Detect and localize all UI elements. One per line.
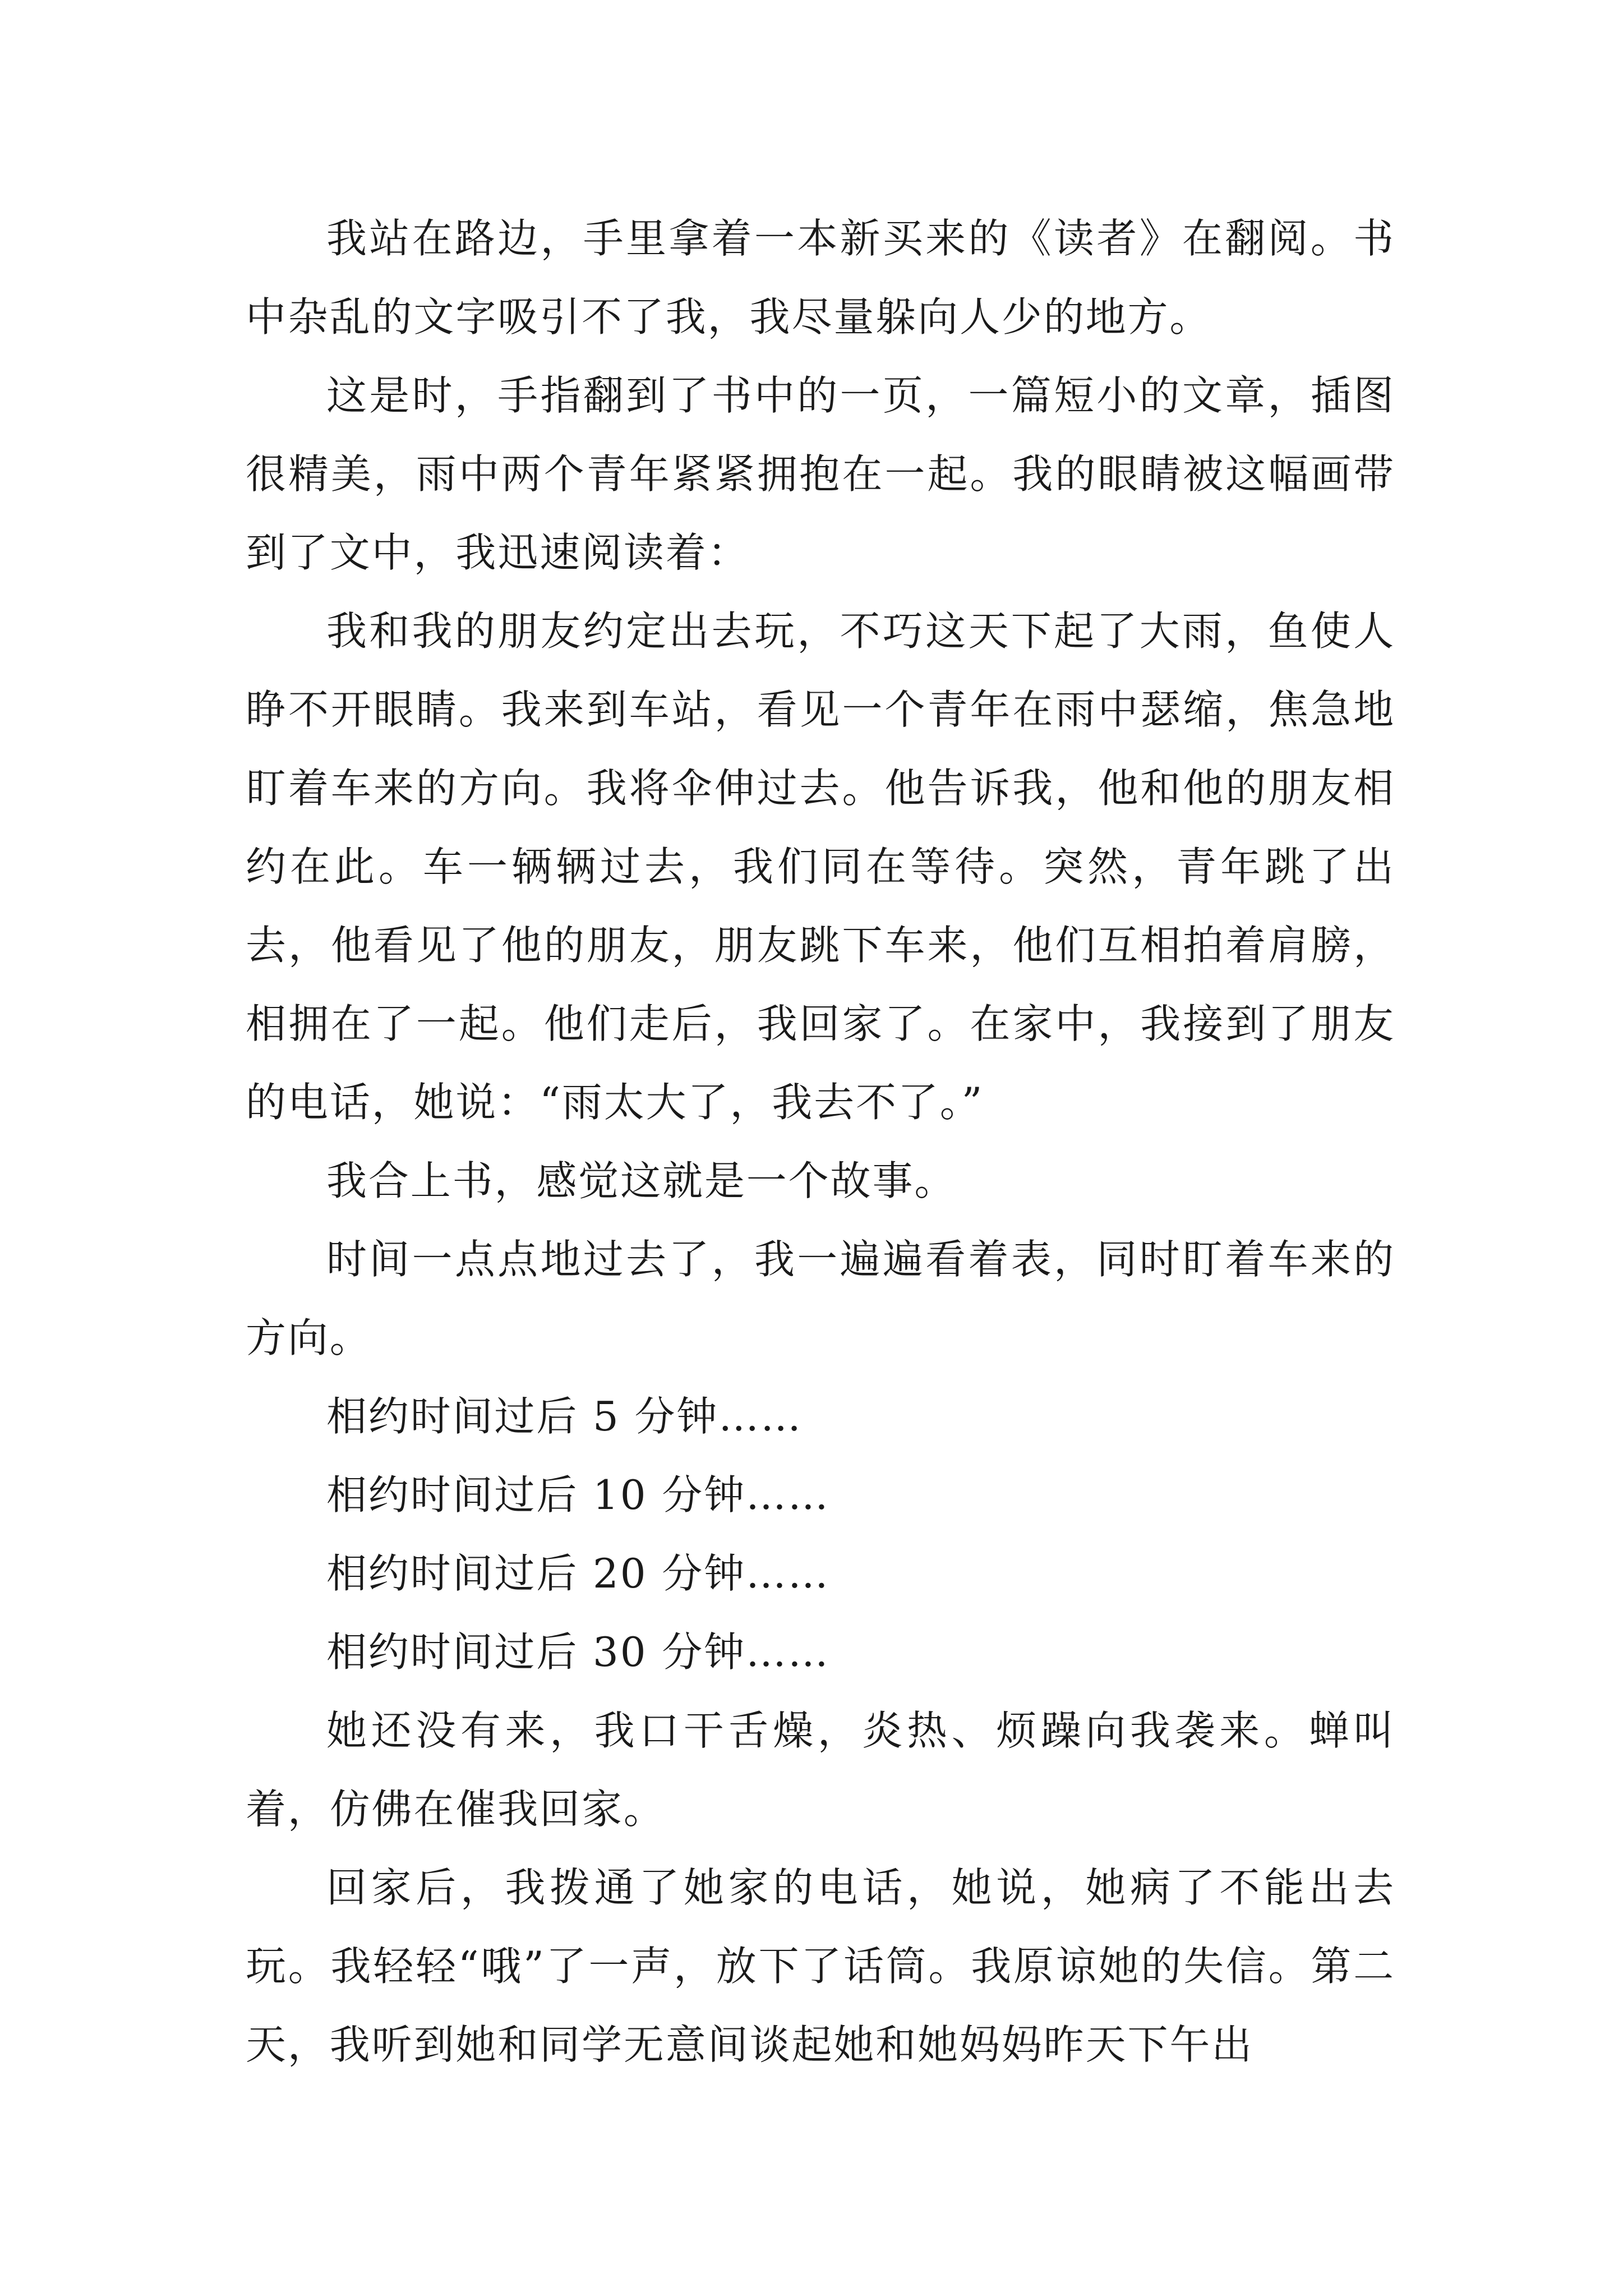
paragraph: 我合上书，感觉这就是一个故事。 bbox=[326, 1157, 957, 1204]
paragraph: 回家后，我拨通了她家的电话，她说，她病了不能出去玩。我轻轻“哦”了一声，放下了话筒。我原谅她的失信。第二天，我听到她和同学无意间谈起她和她妈妈昨天下午出 bbox=[246, 1864, 1395, 2068]
paragraph: 我站在路边，手里拿着一本新买来的《读者》在翻阅。书中杂乱的文字吸引不了我，我尽量躲向人少的地方。 bbox=[246, 215, 1395, 341]
paragraph: 相约时间过后 10 分钟…… bbox=[326, 1471, 830, 1519]
paragraph: 相约时间过后 30 分钟…… bbox=[326, 1628, 830, 1676]
paragraph: 她还没有来，我口干舌燥，炎热、烦躁向我袭来。蝉叫着，仿佛在催我回家。 bbox=[246, 1707, 1395, 1833]
paragraph: 我和我的朋友约定出去玩，不巧这天下起了大雨，鱼使人睁不开眼睛。我来到车站，看见一个青年在雨中瑟缩，焦急地盯着车来的方向。我将伞伸过去。他告诉我，他和他的朋友相约在此。车一辆辆过去，我们同在等待。突然，青年跳了出去，他看见了他的朋友，朋友跳下车来，他们互相拍着肩膀，相拥在了一起。他们走后，我回家了。在家中，我接到了朋友的电话，她说：“雨太大了，我去不了。” bbox=[246, 608, 1395, 1126]
document-body bbox=[246, 199, 1395, 2084]
paragraph: 时间一点点地过去了，我一遍遍看着表，同时盯着车来的方向。 bbox=[246, 1236, 1395, 1361]
paragraph: 相约时间过后 20 分钟…… bbox=[326, 1550, 830, 1597]
paragraph: 相约时间过后 5 分钟…… bbox=[326, 1393, 803, 1440]
paragraph: 这是时，手指翻到了书中的一页，一篇短小的文章，插图很精美，雨中两个青年紧紧拥抱在一起。我的眼睛被这幅画带到了文中，我迅速阅读着： bbox=[246, 372, 1395, 576]
